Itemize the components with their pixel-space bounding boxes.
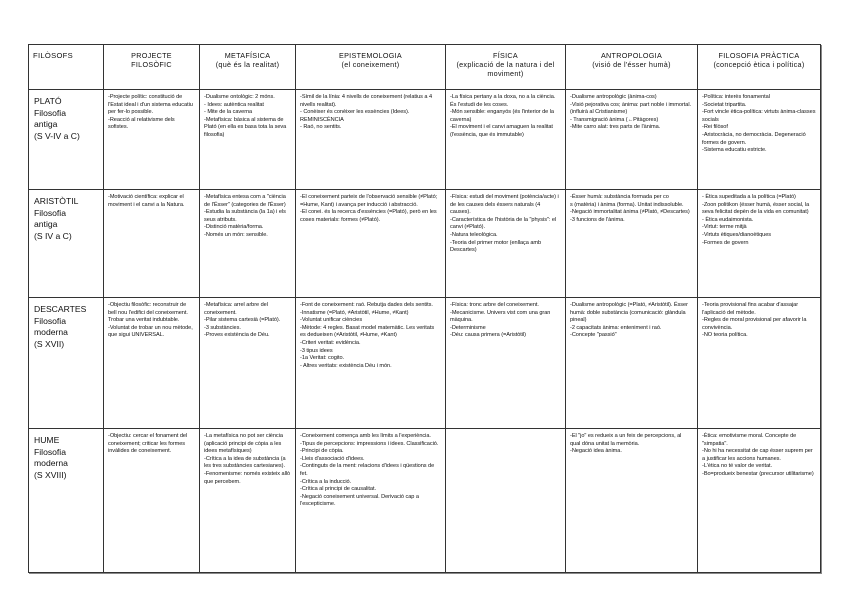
cell-line: -Criteri veritat: evidència. xyxy=(300,339,361,346)
fisica-cell xyxy=(446,90,566,190)
header-antropologia xyxy=(566,45,698,90)
cell-line: -Dualisme antropològic (=Plató, ≠Aristòtil). Ésser humà: doble substància (comunicació: glàndula pineal) xyxy=(570,302,688,324)
cell-line: -Símil de la línia: 4 nivells de coneixement (relatius a 4 nivells realitat). xyxy=(300,94,433,108)
cell-line: -Determinisme xyxy=(450,324,486,331)
cell-line: -Visió pejorativa cos; ànima: part noble i immortal. (influirà al Cristianisme) xyxy=(570,101,692,116)
philosopher-period: moderna xyxy=(34,458,68,468)
antropologia-cell xyxy=(566,429,698,573)
philosopher-school: Filosofia xyxy=(34,315,66,326)
cell-line: -Crítica a la idea de substància (a les tres substàncies cartesianes). xyxy=(204,455,286,470)
cell-line: -Física: tronc arbre del coneixement. xyxy=(450,302,539,308)
philosopher-row xyxy=(29,429,821,573)
cell-line: -Fenomenisme: només existeix allò que percebem. xyxy=(204,470,291,485)
philosopher-period: antiga xyxy=(34,119,58,129)
header-subtitle: (visió de l'ésser humà) xyxy=(592,60,671,69)
header-metafisica xyxy=(200,45,296,90)
practica-cell xyxy=(698,298,821,429)
cell-line: -El moviment i el canvi amaguen la realitat (l'essència, que és immutable) xyxy=(450,124,553,138)
header-title: FILÒSOFS xyxy=(33,51,73,60)
philosopher-row xyxy=(29,190,821,298)
philosopher-cell xyxy=(29,190,104,298)
header-fisica xyxy=(446,45,566,90)
header-subtitle: (què és la realitat) xyxy=(215,60,280,69)
header-subtitle: (el coneixement) xyxy=(341,60,400,69)
cell-line: -Pilar sistema cartesià (=Plató). xyxy=(204,317,281,324)
cell-line: -La metafísica no pot ser ciència (aplicació principi de còpia a les idees metafísiques) xyxy=(204,433,283,455)
cell-line: -Proves existència de Déu. xyxy=(204,332,270,339)
projecte-cell xyxy=(104,190,200,298)
cell-line: - Altres veritats: existència Déu i món. xyxy=(300,362,392,369)
cell-line: - Ètica supeditada a la política (=Plató) xyxy=(702,194,796,200)
cell-line: -Voluntat de trobar un nou mètode, que sigui UNIVERSAL. xyxy=(108,324,193,339)
projecte-cell xyxy=(104,90,200,190)
cell-line: -3 substàncies. xyxy=(204,324,241,331)
cell-line: -Projecte polític: constitució de l'Estat ideal i d'un sistema educatiu per fer-lo possible. xyxy=(108,94,193,116)
epistemologia-cell xyxy=(296,90,446,190)
cell-line: -Virtut: terme mitjà xyxy=(702,224,747,231)
cell-line: -Dualisme antropològic (ànima-cos) xyxy=(570,94,657,100)
cell-line: -Coneixement comença amb les límits a l'experiència. xyxy=(300,433,431,439)
cell-line: -Metafísica entesa com a "ciència de l'Ésser" (categories de l'Ésser) xyxy=(204,194,286,208)
cell-line: -Teoria provisional fins acabar d'assajar l'aplicació del mètode. xyxy=(702,302,799,316)
cell-line: -Motivació científica: explicar el moviment i el canvi a la Natura. xyxy=(108,194,185,208)
cell-line: -Reacció al relativisme dels sofistes. xyxy=(108,116,175,131)
cell-line: -Font de coneixement: raó. Rebutja dades dels sentits. xyxy=(300,302,433,308)
metafisica-cell xyxy=(200,90,296,190)
cell-line: -Crítica a la inducció. xyxy=(300,478,352,485)
cell-line: -El coneixement parteix de l'observació sensible (≠Plató; =Hume, Kant) i avança per inducció i abstracció. xyxy=(300,194,438,208)
header-title: METAFÍSICA xyxy=(224,51,271,60)
fisica-cell xyxy=(446,429,566,573)
philosopher-name: DESCARTES xyxy=(34,304,87,314)
cell-line: -Negació coneixement universal. Derivació cap a l'escepticisme. xyxy=(300,493,419,508)
philosopher-row xyxy=(29,298,821,429)
cell-line: -Innatisme (=Plató, ≠Aristòtil, ≠Hume, ≠Kant) xyxy=(300,309,409,316)
cell-line: -Bo=produeix benestar (precursor utilitarisme) xyxy=(702,470,814,477)
cell-line: -Formes de govern xyxy=(702,239,749,246)
header-title: EPISTEMOLOGIA xyxy=(338,51,402,60)
philosopher-period: moderna xyxy=(34,327,68,337)
cell-line: -Aristocràcia, no democràcia. Degeneració formes de govern. xyxy=(702,131,806,146)
header-title: FILOSOFIA PRÀCTICA xyxy=(718,51,800,60)
philosopher-school: Filosofia xyxy=(34,446,66,457)
cell-line: - Raó, no sentits. xyxy=(300,124,342,131)
cell-line: -Teoria del primer motor (enllaça amb Descartes) xyxy=(450,239,542,254)
cell-line: - Idees: autèntica realitat xyxy=(204,101,264,108)
cell-line: -Regles de moral provisional per afavorir la convivència. xyxy=(702,317,807,331)
cell-line: -Déu: causa primera (=Aristòtil) xyxy=(450,332,526,339)
epistemologia-cell xyxy=(296,298,446,429)
header-title: FÍSICA xyxy=(493,51,518,60)
header-filosofs xyxy=(29,45,104,90)
header-subtitle: (concepció ètica i política) xyxy=(713,60,805,69)
cell-line: -Voluntat unificar ciències xyxy=(300,317,363,324)
practica-cell xyxy=(698,429,821,573)
cell-line: -Distinció matèria/forma. xyxy=(204,224,264,231)
header-epistemologia xyxy=(296,45,446,90)
cell-line: -Mite carro alat: tres parts de l'ànima. xyxy=(570,124,661,131)
philosopher-cell xyxy=(29,429,104,573)
antropologia-cell xyxy=(566,190,698,298)
philosophy-comparison-table xyxy=(28,44,821,573)
cell-line: -Objectiu filosòfic: reconstruir de bell nou l'edifici del coneixement. Trobar una veritat indubtable. xyxy=(108,302,188,324)
cell-line: -Continguts de la ment: relacions d'idees i qüestions de fet. xyxy=(300,463,435,477)
cell-line: - Transmigració ànima (←Pitàgores) xyxy=(570,116,659,123)
cell-line: -Negació immortalitat ànima (≠Plató, ≠Descartes) xyxy=(570,209,690,216)
philosopher-school: Filosofia xyxy=(34,107,66,118)
antropologia-cell xyxy=(566,90,698,190)
cell-line: -Sistema educatiu estricte. xyxy=(702,147,767,154)
cell-line: -Mecanicisme. Univers vist com una gran màquina. xyxy=(450,309,551,324)
cell-line: -Característica de l'història de la "physis": el canvi (≠Plató). xyxy=(450,216,557,231)
fisica-cell xyxy=(446,190,566,298)
header-subtitle: FILOSÒFIC xyxy=(131,60,172,69)
cell-line: -Lleis d'associació d'idees. xyxy=(300,455,365,462)
philosopher-century: (S XVII) xyxy=(34,338,65,349)
philosopher-name: PLATÓ xyxy=(34,96,62,106)
cell-line: -Crítica al principi de causalitat. xyxy=(300,486,376,493)
cell-line: -Principi de còpia. xyxy=(300,448,344,455)
cell-line: -Metafísica: arrel arbre del coneixement. xyxy=(204,302,268,316)
practica-cell xyxy=(698,90,821,190)
cell-line: -Concepte "passió" xyxy=(570,332,617,339)
philosopher-cell xyxy=(29,298,104,429)
cell-line: -NO teoria política. xyxy=(702,332,748,339)
cell-line: -Només un món: sensible. xyxy=(204,231,268,238)
metafisica-cell xyxy=(200,190,296,298)
header-title: ANTROPOLOGIA xyxy=(600,51,663,60)
cell-line: -La física pertany a la doxa, no a la ciència. És l'estudi de les coses. xyxy=(450,94,556,108)
cell-line: -Ésser humà: substància formada per co xyxy=(570,194,669,200)
header-filosofia-practica xyxy=(698,45,821,90)
cell-line: -Zoon politikon (ésser humà, ésser social, la seva felicitat depèn de la vida en comunitat) xyxy=(702,201,810,216)
header-title: PROJECTE xyxy=(131,51,172,60)
cell-line: -Rei filòsof xyxy=(702,124,728,131)
cell-line: -Virtuts ètiques/dianoètiques xyxy=(702,231,772,238)
cell-line: - Ètica eudaimonista. xyxy=(702,216,754,223)
header-projecte xyxy=(104,45,200,90)
cell-line: -1a Veritat: cogito. xyxy=(300,355,345,362)
philosopher-century: (S IV a C) xyxy=(34,230,72,241)
cell-line: -Física: estudi del moviment (potència/acte) i de les causes dels éssers naturals (4 causes). xyxy=(450,194,559,216)
epistemologia-cell xyxy=(296,429,446,573)
cell-line: REMINISCÈNCIA xyxy=(300,116,344,123)
philosopher-name: ARISTÒTIL xyxy=(34,196,79,206)
cell-line: -Política: interès fonamental xyxy=(702,94,770,100)
philosopher-name: HUME xyxy=(34,435,60,445)
practica-cell xyxy=(698,190,821,298)
cell-line: -L'ètica no té valor de veritat. xyxy=(702,463,773,470)
cell-line: -Fort vincle ètica-política: virtuts ànima-classes socials xyxy=(702,109,816,123)
cell-line: -Mètode: 4 regles. Basat model matemàtic. Les veritats es dedueixen (≠Aristòtil, ≠Hume, ≠Kant) xyxy=(300,324,435,339)
epistemologia-cell xyxy=(296,190,446,298)
cell-line: s (matèria) i ànima (forma). Unitat indissoluble. xyxy=(570,201,684,208)
cell-line: -3 funcions de l'ànima. xyxy=(570,216,625,223)
projecte-cell xyxy=(104,298,200,429)
cell-line: -El "jo" es redueix a un feix de percepcions, al qual dóna unitat la memòria. xyxy=(570,433,682,447)
cell-line: -3 tipus idees xyxy=(300,347,333,354)
fisica-cell xyxy=(446,298,566,429)
cell-line: - Conèixer és conèixer les essències (Idees). xyxy=(300,109,410,116)
cell-line: -Món sensible: enganyós (és l'interior de la caverna) xyxy=(450,109,554,123)
cell-line: -Natura teleològica. xyxy=(450,231,498,238)
cell-line: -Metafísica: bàsica al sistema de Plató (en ella es basa tota la seva filosofia) xyxy=(204,116,287,138)
cell-line: -Objectiu: cercar el fonament del coneixement; criticar les formes invàlides de coneixement. xyxy=(108,433,188,455)
metafisica-cell xyxy=(200,429,296,573)
philosopher-period: antiga xyxy=(34,219,58,229)
cell-line: -Ètica: emotivisme moral. Concepte de "simpatia". xyxy=(702,433,797,447)
cell-line: -Tipus de percepcions: impressions i idees. Classificació. xyxy=(300,440,439,447)
philosopher-school: Filosofia xyxy=(34,207,66,218)
philosopher-century: (S XVIII) xyxy=(34,469,67,480)
philosopher-century: (S V-IV a C) xyxy=(34,130,80,141)
cell-line: - Mite de la caverna xyxy=(204,109,253,116)
header-subtitle: (explicació de la natura i del moviment) xyxy=(456,60,555,78)
philosopher-row xyxy=(29,90,821,190)
cell-line: -Estudia la substància (la 1a) i els seus atributs. xyxy=(204,209,286,223)
cell-line: -El conei. és la recerca d'essències (=Plató), però en les coses materials: formes (≠Plató). xyxy=(300,209,437,223)
header-row xyxy=(29,45,821,90)
antropologia-cell xyxy=(566,298,698,429)
cell-line: -Negació idea ànima. xyxy=(570,448,622,455)
cell-line: -2 capacitats ànima: enteniment i raó. xyxy=(570,324,662,331)
metafisica-cell xyxy=(200,298,296,429)
cell-line: -No hi ha necessitat de cap ésser suprem per a justificar les accions humanes. xyxy=(702,448,813,462)
cell-line: -Societat tripartita. xyxy=(702,101,747,108)
philosopher-cell xyxy=(29,90,104,190)
projecte-cell xyxy=(104,429,200,573)
cell-line: -Dualisme ontològic: 2 móns. xyxy=(204,94,275,100)
